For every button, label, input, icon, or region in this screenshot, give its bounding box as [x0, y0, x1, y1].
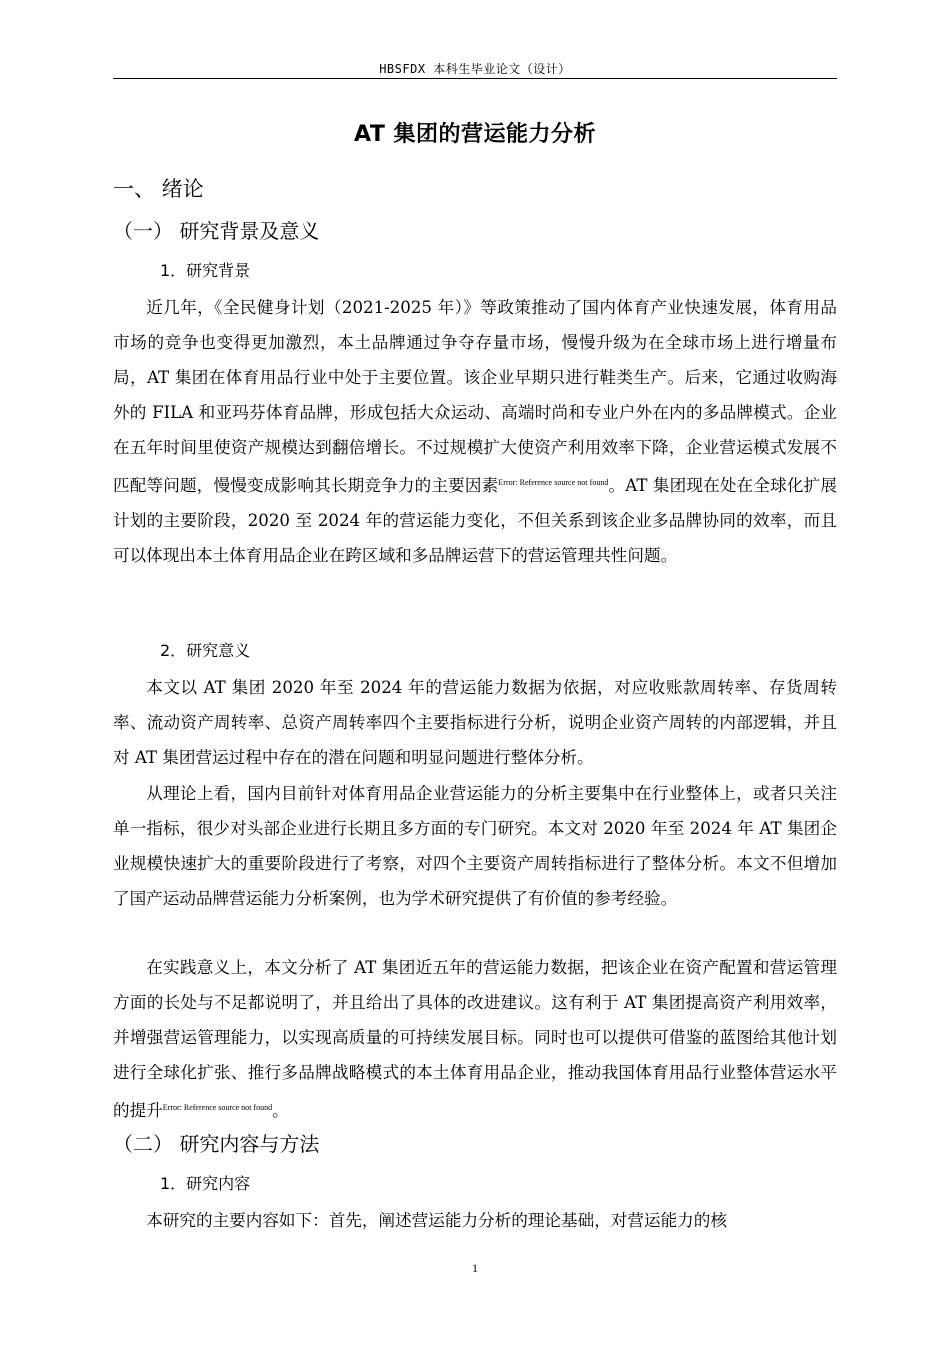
page-number: 1 [472, 1261, 478, 1275]
paper-title: AT 集团的营运能力分析 [354, 122, 596, 147]
subsection-heading-content-methods: （二） 研究内容与方法 [113, 1132, 320, 1156]
paragraph-background-text-cont: 。AT 集团现在处在全球化扩展计划的主要阶段，2020 至 2024 年的营运能力变化，不但关系到该企业多品牌协同的效率，而且可以体现出本土体育用品企业在跨区域和多品牌运营下的营运管理共性问题。 [113, 476, 837, 565]
subsection-heading-background: （一） 研究背景及意义 [113, 219, 320, 243]
paragraph-significance-2: 从理论上看，国内目前针对体育用品企业营运能力的分析主要集中在行业整体上，或者只关注单一指标，很少对头部企业进行长期且多方面的专门研究。本文对 2020 年至 2024 年 AT 集团企业规模快速扩大的重要阶段进行了考察，对四个主要资产周转指标进行了整体分析。本文不但增加了国产运动品牌营运能力分析案例，也为学术研究提供了有价值的参考经验。 [113, 784, 837, 908]
paragraph-significance-3 [113, 950, 837, 1128]
citation-error-1: Error: Reference source not found [498, 478, 609, 487]
paragraph-significance-1: 本文以 AT 集团 2020 年至 2024 年的营运能力数据为依据，对应收账款周转率、存货周转率、流动资产周转率、总资产周转率四个主要指标进行分析，说明企业资产周转的内部逻辑，并且对 AT 集团营运过程中存在的潜在问题和明显问题进行整体分析。 [113, 678, 837, 767]
header-rule [113, 78, 837, 79]
section-heading-introduction: 一、 绪论 [113, 177, 204, 201]
paragraph-significance-3-end: 。 [272, 1101, 289, 1120]
subsubsection-heading-research-content: 1．研究内容 [160, 1174, 251, 1193]
paragraph-background [113, 290, 837, 573]
subsubsection-heading-research-significance: 2．研究意义 [160, 641, 251, 660]
paragraph-significance-3-text: 在实践意义上，本文分析了 AT 集团近五年的营运能力数据，把该企业在资产配置和营运管理方面的长处与不足都说明了，并且给出了具体的改进建议。这有利于 AT 集团提高资产利用效率，并增强营运管理能力，以实现高质量的可持续发展目标。同时也可以提供可借鉴的蓝图给其他计划进行全球化扩张、推行多品牌战略模式的本土体育用品企业，推动我国体育用品行业整体营运水平的提升 [113, 958, 837, 1120]
paragraph-research-content: 本研究的主要内容如下：首先，阐述营运能力分析的理论基础，对营运能力的核 [146, 1211, 727, 1230]
subsubsection-heading-research-background: 1．研究背景 [160, 261, 251, 280]
citation-error-2: Error: Reference source not found [162, 1103, 273, 1112]
running-header: HBSFDX 本科生毕业论文（设计） [379, 62, 571, 76]
paragraph-background-text: 近几年，《全民健身计划（2021-2025 年）》等政策推动了国内体育产业快速发展，体育用品市场的竞争也变得更加激烈，本土品牌通过争夺存量市场，慢慢升级为在全球市场上进行增量布局，AT 集团在体育用品行业中处于主要位置。该企业早期只进行鞋类生产。后来，它通过收购海外的 FILA 和亚玛芬体育品牌，形成包括大众运动、高端时尚和专业户外在内的多品牌模式。企业在五年时间里使资产规模达到翻倍增长。不过规模扩大使资产利用效率下降，企业营运模式发展不匹配等问题，慢慢变成影响其长期竞争力的主要因素 [113, 298, 837, 495]
